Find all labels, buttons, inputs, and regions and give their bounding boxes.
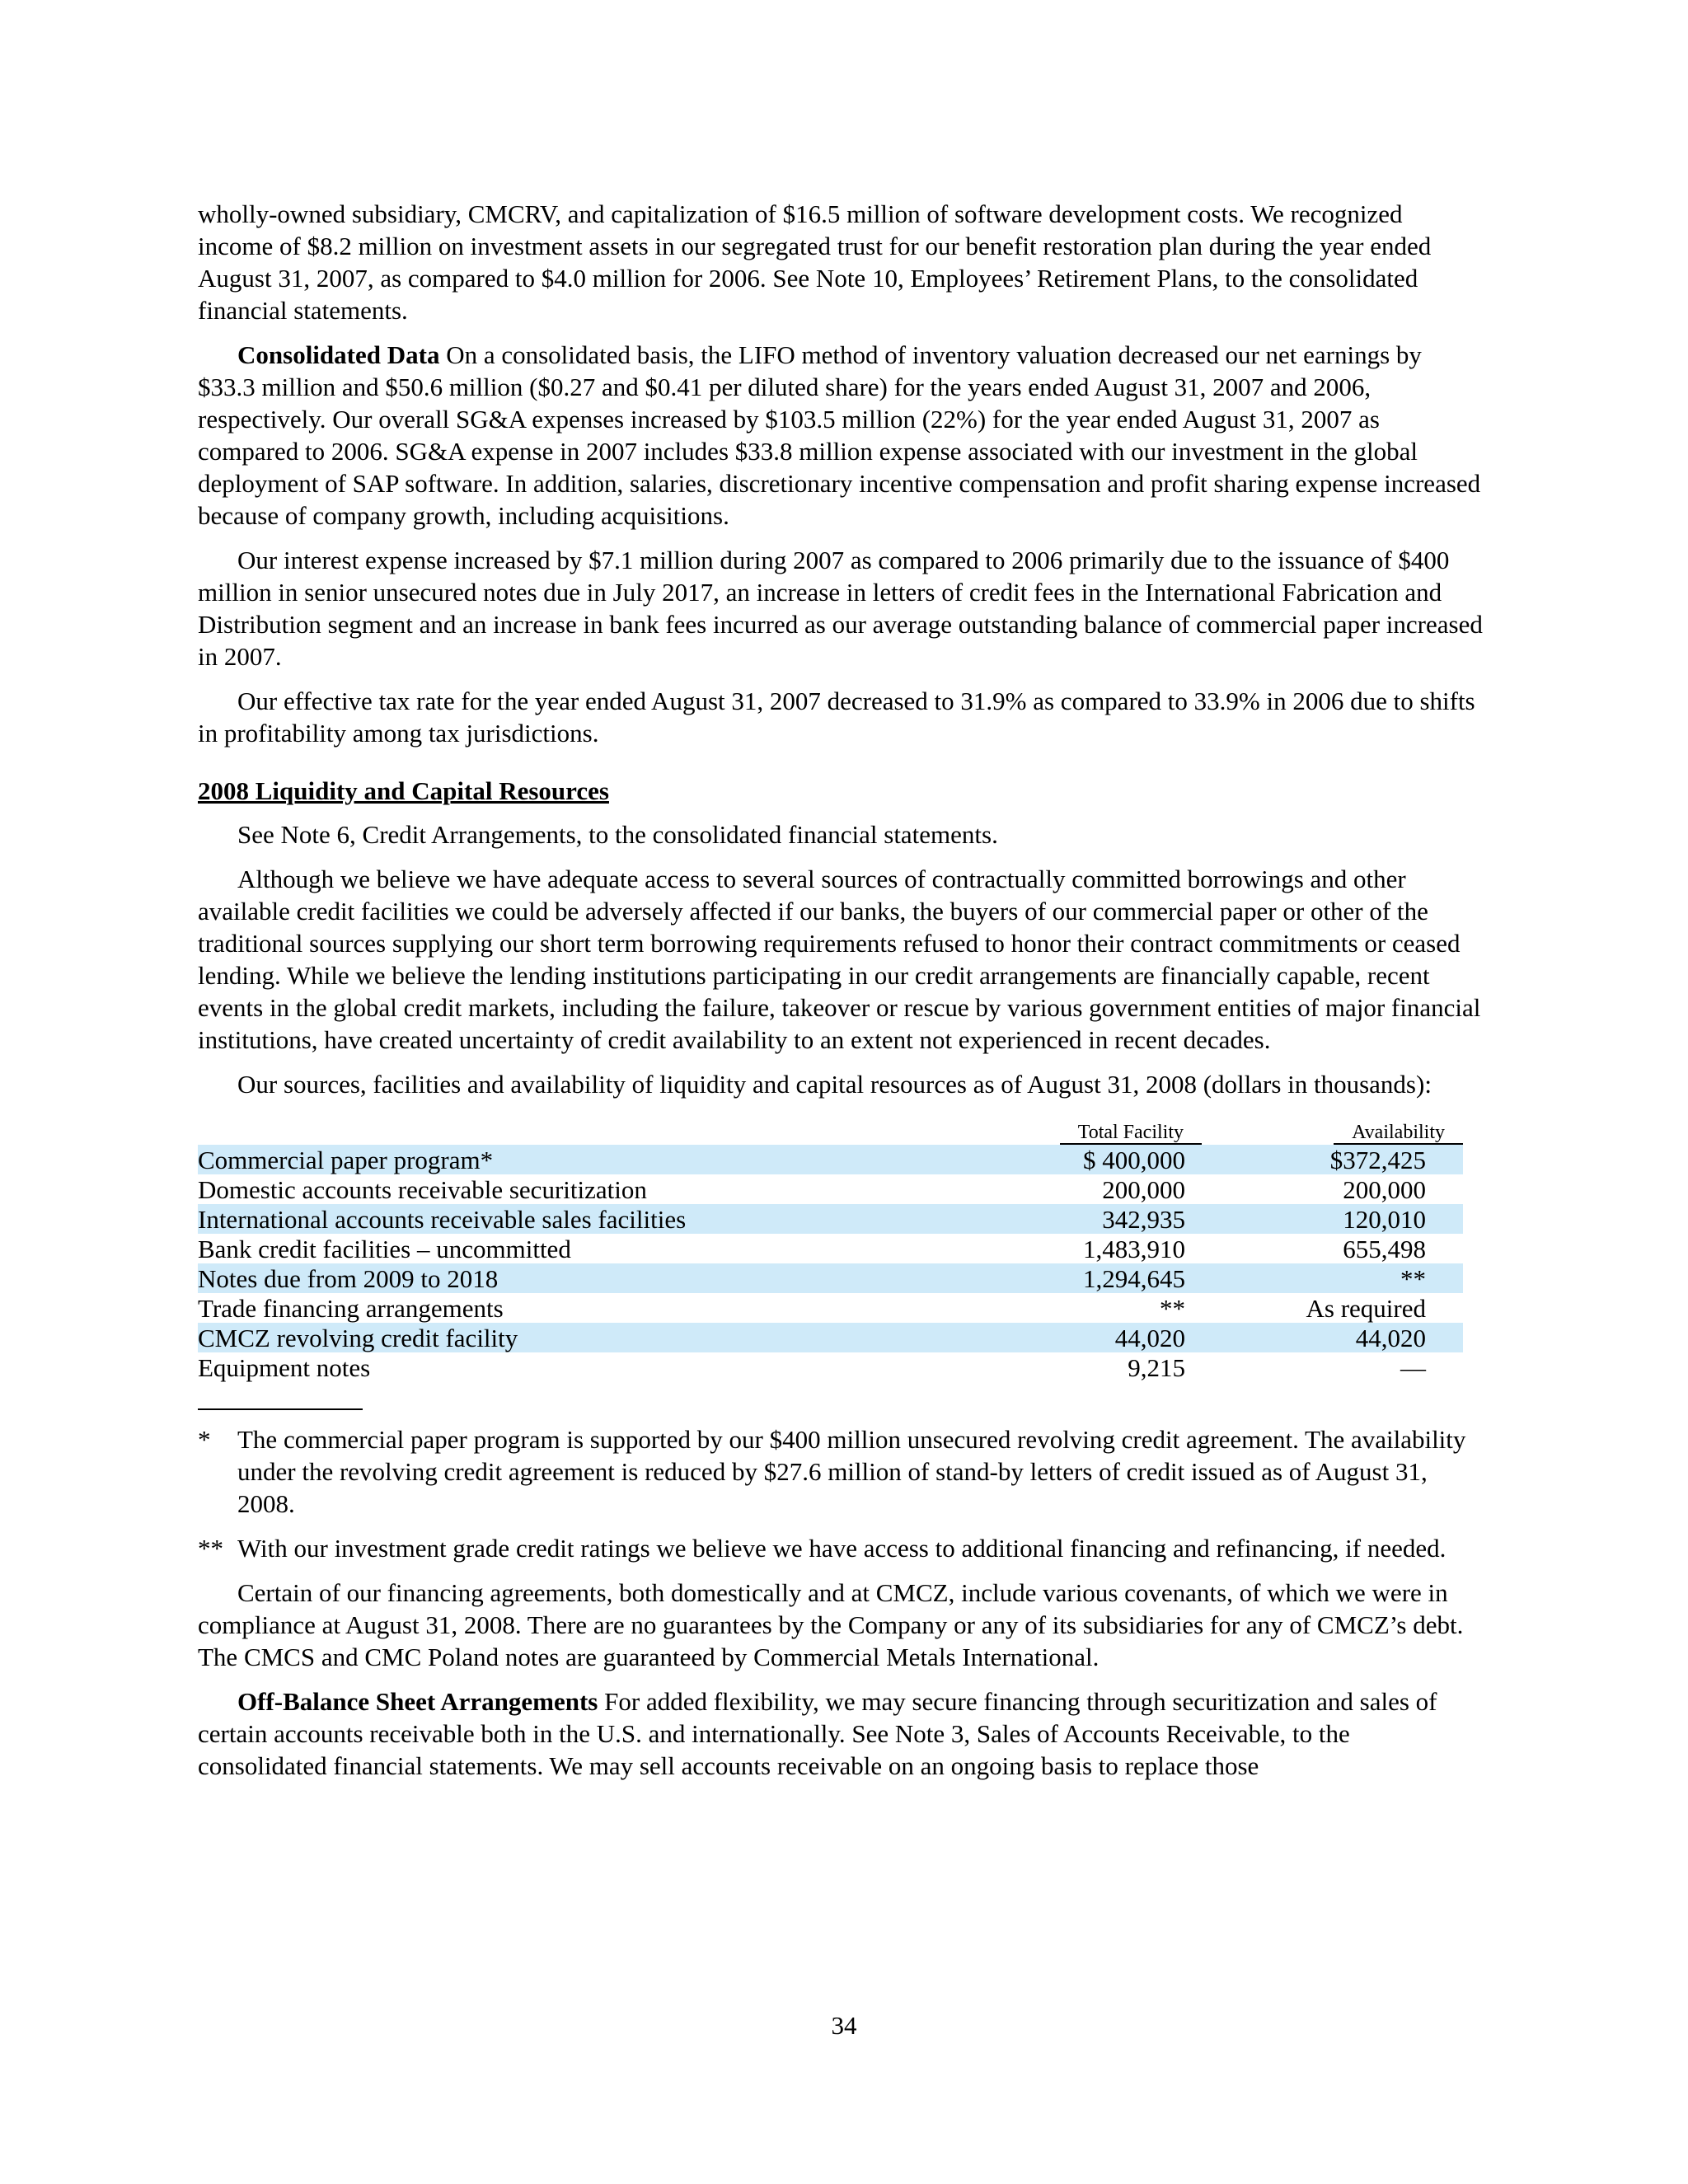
table-row (198, 1293, 1484, 1323)
row-availability: 655,498 (1343, 1234, 1426, 1263)
footnote-single-asterisk (198, 1423, 1484, 1520)
row-label: Commercial paper program* (198, 1145, 979, 1174)
consolidated-data-heading: Consolidated Data (237, 340, 440, 369)
table-row (198, 1352, 1484, 1382)
row-availability: $372,425 (1251, 1145, 1463, 1174)
row-label: International accounts receivable sales facilities (198, 1204, 979, 1234)
footnote-double-asterisk (198, 1532, 1484, 1564)
row-label: Trade financing arrangements (198, 1293, 504, 1323)
section-heading-liquidity: 2008 Liquidity and Capital Resources (198, 776, 609, 805)
paragraph-cmcrv: wholly-owned subsidiary, CMCRV, and capitalization of $16.5 million of software development costs. We recognized income of $8.2 million on investment assets in our segregated trust for our benefit restoration plan during the year ended August 31, 2007, as compared to $4.0 million for 2006. See Note 10, Employees’ Retirement Plans, to the consolidated financial statements. (198, 199, 1432, 325)
paragraph-tax-rate: Our effective tax rate for the year ended August 31, 2007 decreased to 31.9% as compared to 33.9% in 2006 due to shifts in profitability among tax jurisdictions. (198, 687, 1475, 748)
row-total: ** (1160, 1293, 1185, 1323)
table-row (198, 1145, 1484, 1174)
row-total: 342,935 (979, 1204, 1251, 1234)
row-total: 1,294,645 (979, 1263, 1251, 1293)
row-total: 200,000 (1102, 1174, 1185, 1204)
page-number: 34 (831, 2011, 857, 2040)
row-availability: 44,020 (1251, 1323, 1463, 1352)
footnote-mark: ** (198, 1534, 223, 1563)
row-label: Bank credit facilities – uncommitted (198, 1234, 571, 1263)
paragraph-sources: Our sources, facilities and availability of liquidity and capital resources as of August 31, 2008 (dollars in thousands): (237, 1070, 1432, 1099)
off-balance-heading: Off-Balance Sheet Arrangements (237, 1687, 598, 1716)
paragraph-interest-expense: Our interest expense increased by $7.1 million during 2007 as compared to 2006 primarily due to the issuance of $400 million in senior unsecured notes due in July 2017, an increase in letters of credit fees in the International Fabrication and Distribution segment and an increase in bank fees incurred as our average outstanding balance of commercial paper increased in 2007. (198, 546, 1483, 671)
footnote-text: With our investment grade credit ratings we believe we have access to additional financing and refinancing, if needed. (237, 1534, 1447, 1563)
footnote-mark: * (198, 1425, 211, 1454)
row-total: $ 400,000 (979, 1145, 1251, 1174)
row-availability: ** (1251, 1263, 1463, 1293)
row-total: 44,020 (979, 1323, 1251, 1352)
consolidated-data-text: On a consolidated basis, the LIFO method of inventory valuation decreased our net earnings by $33.3 million and $50.6 million ($0.27 and $0.41 per diluted share) for the years ended August 31, 2007 and 2006, respectively. Our overall SG&A expenses increased by $103.5 million (22%) for the year ended August 31, 2007 as compared to 2006. SG&A expense in 2007 includes $33.8 million expense associated with our investment in the global deployment of SAP software. In addition, salaries, discretionary incentive compensation and profit sharing expense increased because of company growth, including acquisitions. (198, 340, 1481, 530)
footnote-text: The commercial paper program is supported by our $400 million unsecured revolving credit agreement. The availability under the revolving credit agreement is reduced by $27.6 million of stand-by letters of credit issued as of August 31, 2008. (237, 1425, 1466, 1518)
document-page (198, 198, 1484, 1794)
table-header-row (198, 1122, 1484, 1145)
row-availability: 200,000 (1343, 1174, 1426, 1204)
paragraph-off-balance-sheet (198, 1685, 1484, 1782)
row-label: CMCZ revolving credit facility (198, 1323, 979, 1352)
row-label: Domestic accounts receivable securitization (198, 1174, 647, 1204)
row-label: Equipment notes (198, 1352, 371, 1382)
col-header-availability: Availability (1251, 1122, 1463, 1145)
table-row (198, 1323, 1484, 1352)
table-row (198, 1174, 1484, 1204)
paragraph-although: Although we believe we have adequate access to several sources of contractually committed borrowings and other available credit facilities we could be adversely affected if our banks, the buyers of our commercial paper or other of the traditional sources supplying our short term borrowing requirements refused to honor their contract commitments or ceased lending. While we believe the lending institutions participating in our credit arrangements are financially capable, recent events in the global credit markets, including the failure, takeover or rescue by various government entities of major financial institutions, have created uncertainty of credit availability to an extent not experienced in recent decades. (198, 865, 1481, 1054)
off-balance-text: For added flexibility, we may secure financing through securitization and sales of certain accounts receivable both in the U.S. and internationally. See Note 3, Sales of Accounts Receivable, to the consolidated financial statements. We may sell accounts receivable on an ongoing basis to replace those (198, 1687, 1437, 1780)
row-availability: 120,010 (1251, 1204, 1463, 1234)
row-availability: — (1400, 1352, 1426, 1382)
paragraph-covenants: Certain of our financing agreements, both domestically and at CMCZ, include various covenants, of which we were in compliance at August 31, 2008. There are no guarantees by the Company or any of its subsidiaries for any of CMCZ’s debt. The CMCS and CMC Poland notes are guaranteed by Commercial Metals International. (198, 1578, 1464, 1671)
row-label: Notes due from 2009 to 2018 (198, 1263, 979, 1293)
table-row (198, 1204, 1484, 1234)
paragraph-see-note: See Note 6, Credit Arrangements, to the consolidated financial statements. (237, 820, 998, 849)
footnote-divider (198, 1408, 363, 1410)
row-total: 9,215 (1128, 1352, 1185, 1382)
row-availability: As required (1306, 1293, 1426, 1323)
row-total: 1,483,910 (1083, 1234, 1185, 1263)
paragraph-consolidated-data (198, 339, 1484, 532)
liquidity-table (198, 1122, 1484, 1382)
table-row (198, 1234, 1484, 1263)
table-row (198, 1263, 1484, 1293)
col-header-total-facility: Total Facility (979, 1122, 1251, 1145)
